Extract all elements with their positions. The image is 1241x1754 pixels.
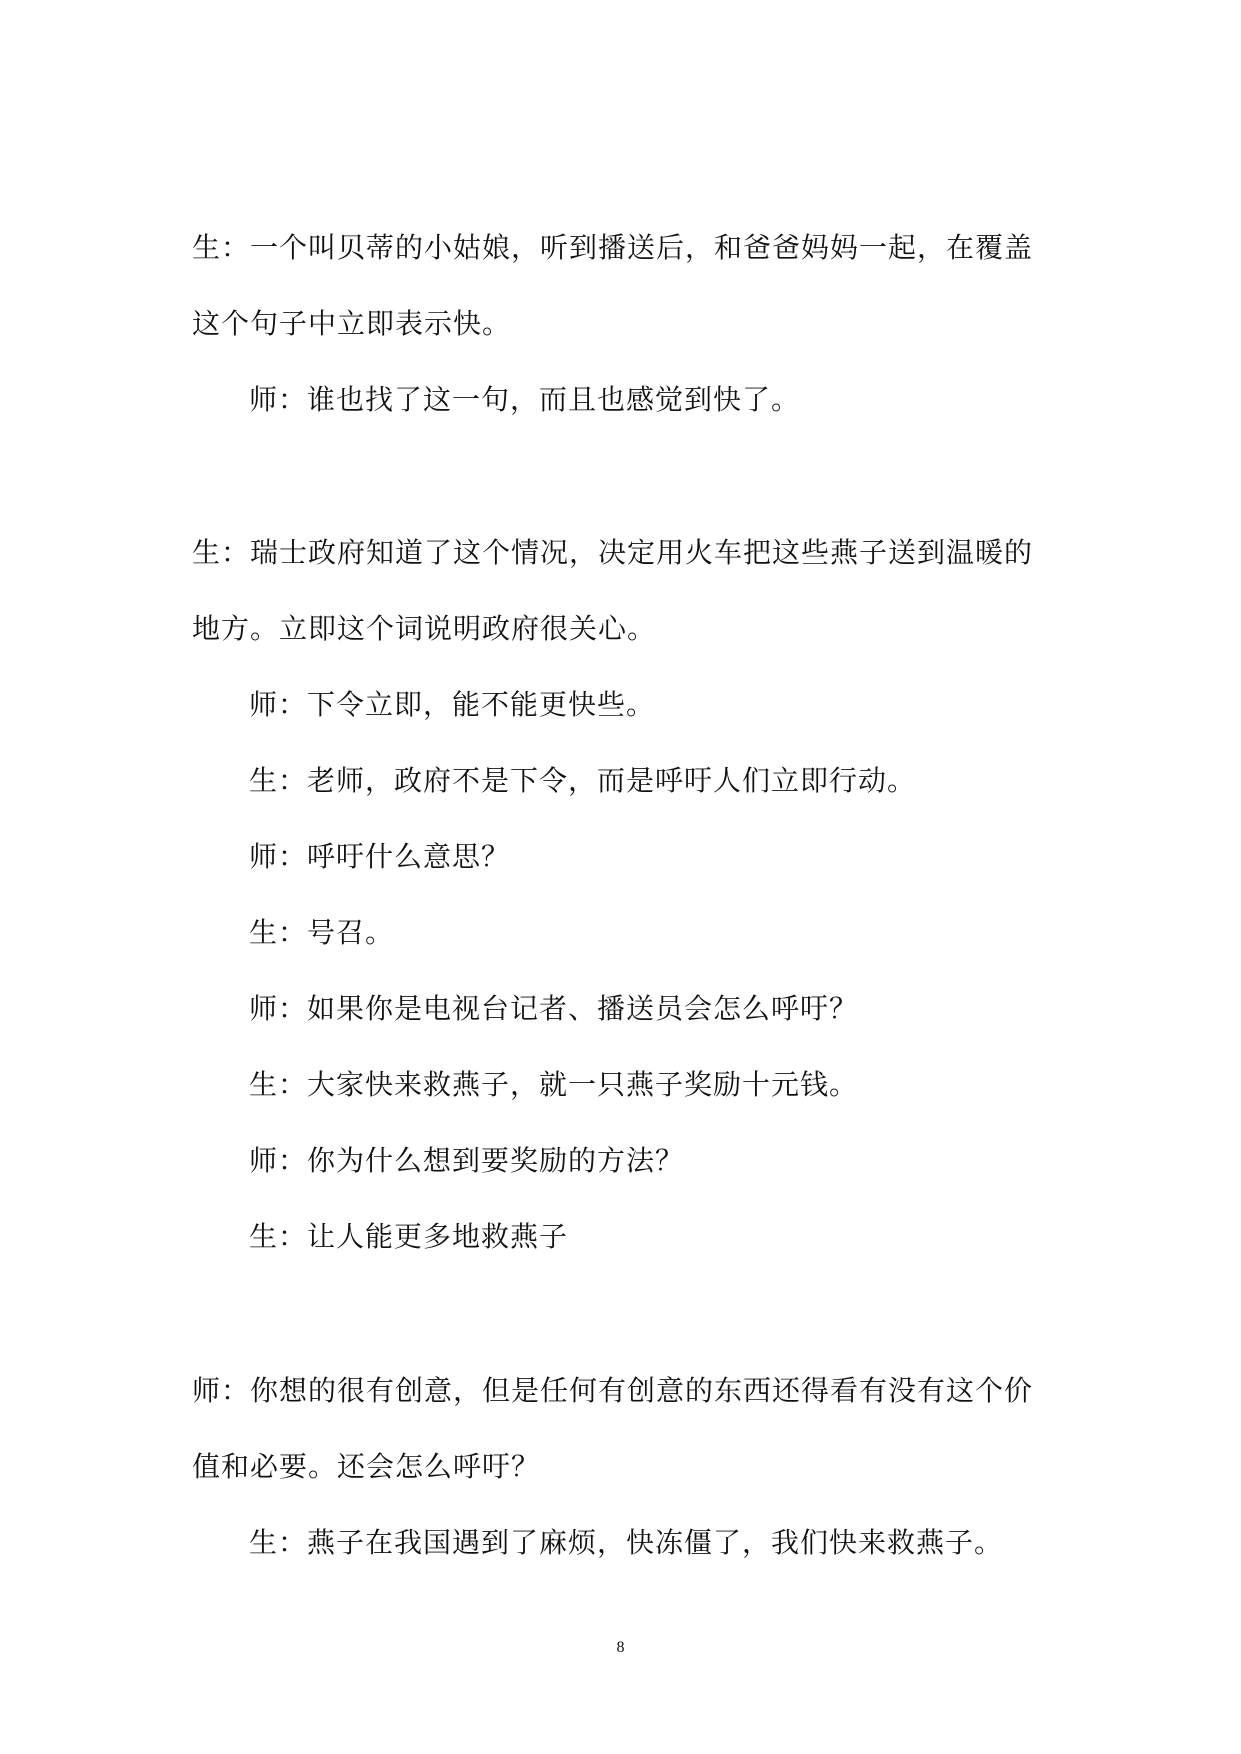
text-line: 生：老师，政府不是下令，而是呼吁人们立即行动。 (249, 764, 917, 797)
text-line: 生：瑞士政府知道了这个情况，决定用火车把这些燕子送到温暖的 (192, 536, 1034, 569)
text-line: 这个句子中立即表示快。 (192, 307, 512, 340)
text-line: 师：你想的很有创意，但是任何有创意的东西还得看有没有这个价 (192, 1374, 1034, 1407)
text-line: 值和必要。还会怎么呼吁？ (192, 1450, 541, 1483)
page-number: 8 (616, 1639, 625, 1656)
text-line: 生：大家快来救燕子，就一只燕子奖励十元钱。 (249, 1068, 859, 1101)
text-line: 师：你为什么想到要奖励的方法？ (249, 1144, 685, 1177)
text-line: 生：一个叫贝蒂的小姑娘，听到播送后，和爸爸妈妈一起，在覆盖 (192, 231, 1034, 264)
text-line: 地方。立即这个词说明政府很关心。 (192, 612, 657, 645)
text-line: 生：号召。 (249, 916, 395, 949)
text-line: 师：谁也找了这一句，而且也感觉到快了。 (249, 383, 801, 416)
text-line: 生：让人能更多地救燕子 (249, 1220, 569, 1253)
text-line: 师：呼吁什么意思？ (249, 840, 511, 873)
text-line: 生：燕子在我国遇到了麻烦，快冻僵了，我们快来救燕子。 (249, 1526, 1004, 1559)
text-line: 师：如果你是电视台记者、播送员会怎么呼吁？ (249, 992, 859, 1025)
text-line: 师：下令立即，能不能更快些。 (249, 688, 656, 721)
